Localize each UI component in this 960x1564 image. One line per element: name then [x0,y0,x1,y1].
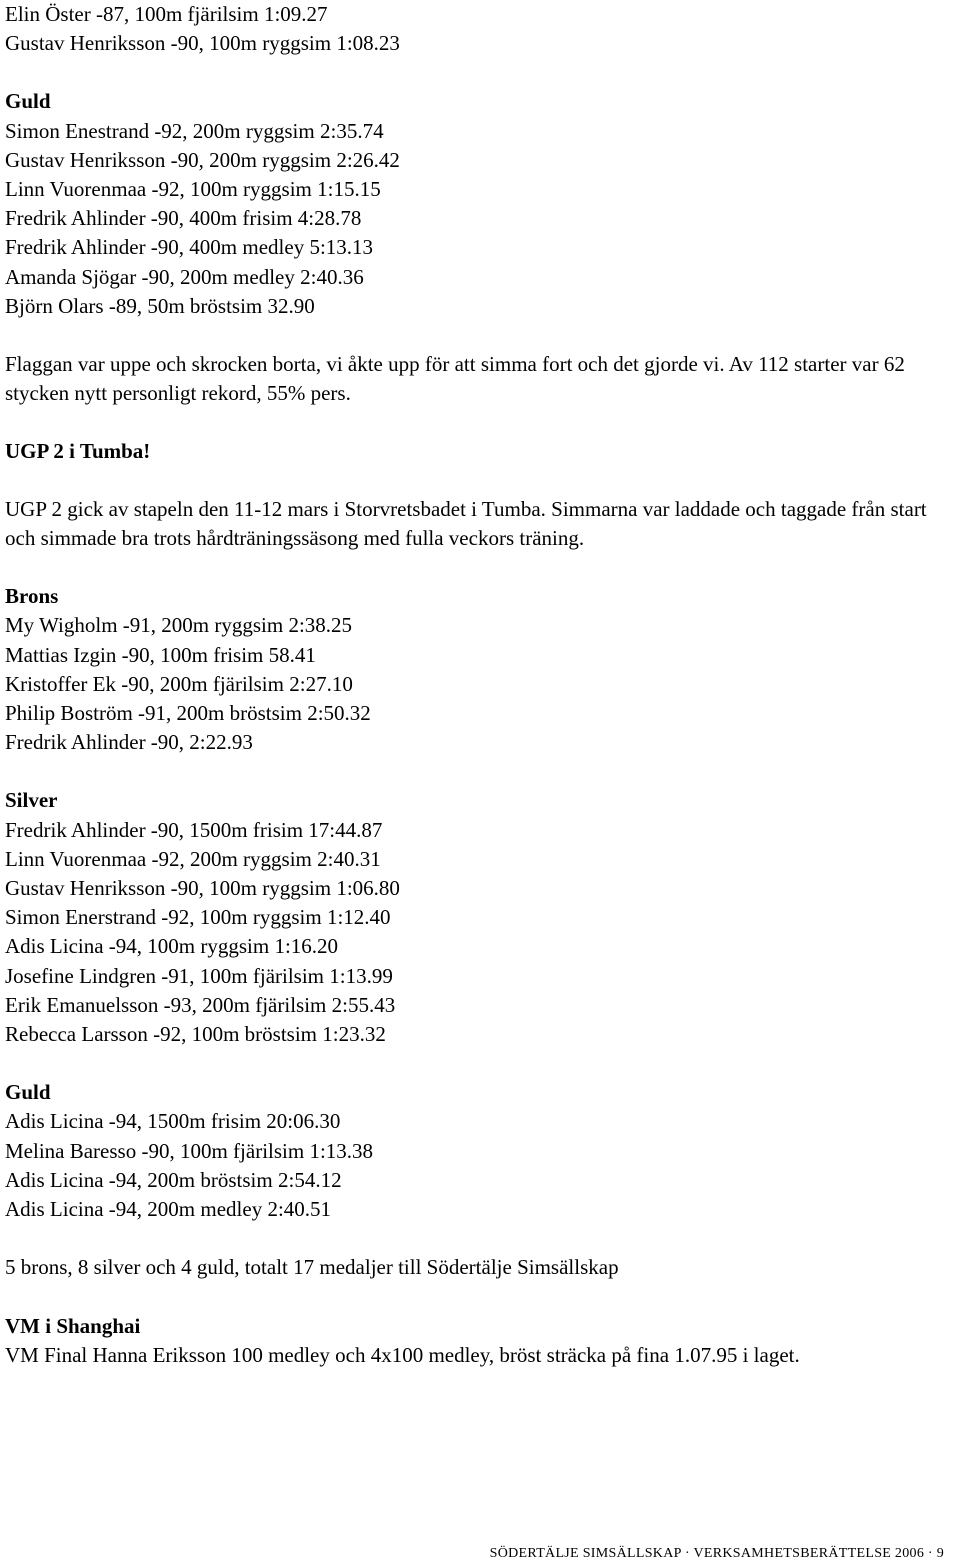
result-line: Adis Licina -94, 200m medley 2:40.51 [5,1197,332,1222]
result-line: Gustav Henriksson -90, 200m ryggsim 2:26.42 [5,147,400,172]
gold-section-1 [5,87,955,321]
result-line: Simon Enestrand -92, 200m ryggsim 2:35.74 [5,118,384,143]
result-line: Fredrik Ahlinder -90, 1500m frisim 17:44.87 [5,817,383,842]
result-line: Simon Enerstrand -92, 100m ryggsim 1:12.40 [5,905,391,930]
vm-paragraph: VM Final Hanna Eriksson 100 medley och 4x100 medley, bröst sträcka på fina 1.07.95 i laget. [5,1342,800,1367]
silver-heading: Silver [5,788,58,813]
gold-heading: Guld [5,1080,51,1105]
result-line: Kristoffer Ek -90, 200m fjärilsim 2:27.10 [5,671,353,696]
result-line: Elin Öster -87, 100m fjärilsim 1:09.27 [5,2,328,26]
gold-section-2 [5,1078,955,1224]
result-line: Josefine Lindgren -91, 100m fjärilsim 1:13.99 [5,963,393,988]
result-line: Adis Licina -94, 200m bröstsim 2:54.12 [5,1167,342,1192]
result-line: Gustav Henriksson -90, 100m ryggsim 1:08.23 [5,31,400,56]
result-line: Linn Vuorenmaa -92, 200m ryggsim 2:40.31 [5,846,381,871]
page-footer: SÖDERTÄLJE SIMSÄLLSKAP · VERKSAMHETSBERÄTTELSE 2006 · 9 [489,1546,944,1561]
result-line: Björn Olars -89, 50m bröstsim 32.90 [5,293,315,318]
medal-total: 5 brons, 8 silver och 4 guld, totalt 17 medaljer till Södertälje Simsällskap [5,1255,619,1280]
result-line: Mattias Izgin -90, 100m frisim 58.41 [5,642,316,667]
ugp-intro-paragraph: UGP 2 gick av stapeln den 11-12 mars i Storvretsbadet i Tumba. Simmarna var laddade och taggade från start och simmade bra trots hårdträningssäsong med fulla veckors träning. [5,497,927,551]
summary-paragraph: Flaggan var uppe och skrocken borta, vi åkte upp för att simma fort och det gjorde vi. Av 112 starter var 62 stycken nytt personligt rekord, 55% pers. [5,352,905,406]
gold-heading: Guld [5,89,51,114]
result-line: Adis Licina -94, 100m ryggsim 1:16.20 [5,934,339,959]
silver-section [5,786,955,1049]
result-line: Rebecca Larsson -92, 100m bröstsim 1:23.32 [5,1022,386,1047]
result-line: Fredrik Ahlinder -90, 400m medley 5:13.13 [5,235,374,260]
result-line: Amanda Sjögar -90, 200m medley 2:40.36 [5,264,364,289]
vm-section [5,1312,955,1370]
result-line: Fredrik Ahlinder -90, 2:22.93 [5,730,253,755]
vm-heading: VM i Shanghai [5,1313,141,1338]
result-line: Melina Baresso -90, 100m fjärilsim 1:13.38 [5,1138,374,1163]
result-line: Linn Vuorenmaa -92, 100m ryggsim 1:15.15 [5,177,381,202]
bronze-heading: Brons [5,584,59,609]
result-line: Gustav Henriksson -90, 100m ryggsim 1:06.80 [5,876,400,901]
ugp-heading: UGP 2 i Tumba! [5,439,151,464]
result-line: My Wigholm -91, 200m ryggsim 2:38.25 [5,613,353,638]
result-line: Fredrik Ahlinder -90, 400m frisim 4:28.78 [5,206,362,231]
result-line: Erik Emanuelsson -93, 200m fjärilsim 2:55.43 [5,992,396,1017]
bronze-section [5,582,955,757]
document-page [5,0,955,1370]
top-results [5,0,955,58]
result-line: Adis Licina -94, 1500m frisim 20:06.30 [5,1109,341,1134]
result-line: Philip Boström -91, 200m bröstsim 2:50.32 [5,701,371,726]
